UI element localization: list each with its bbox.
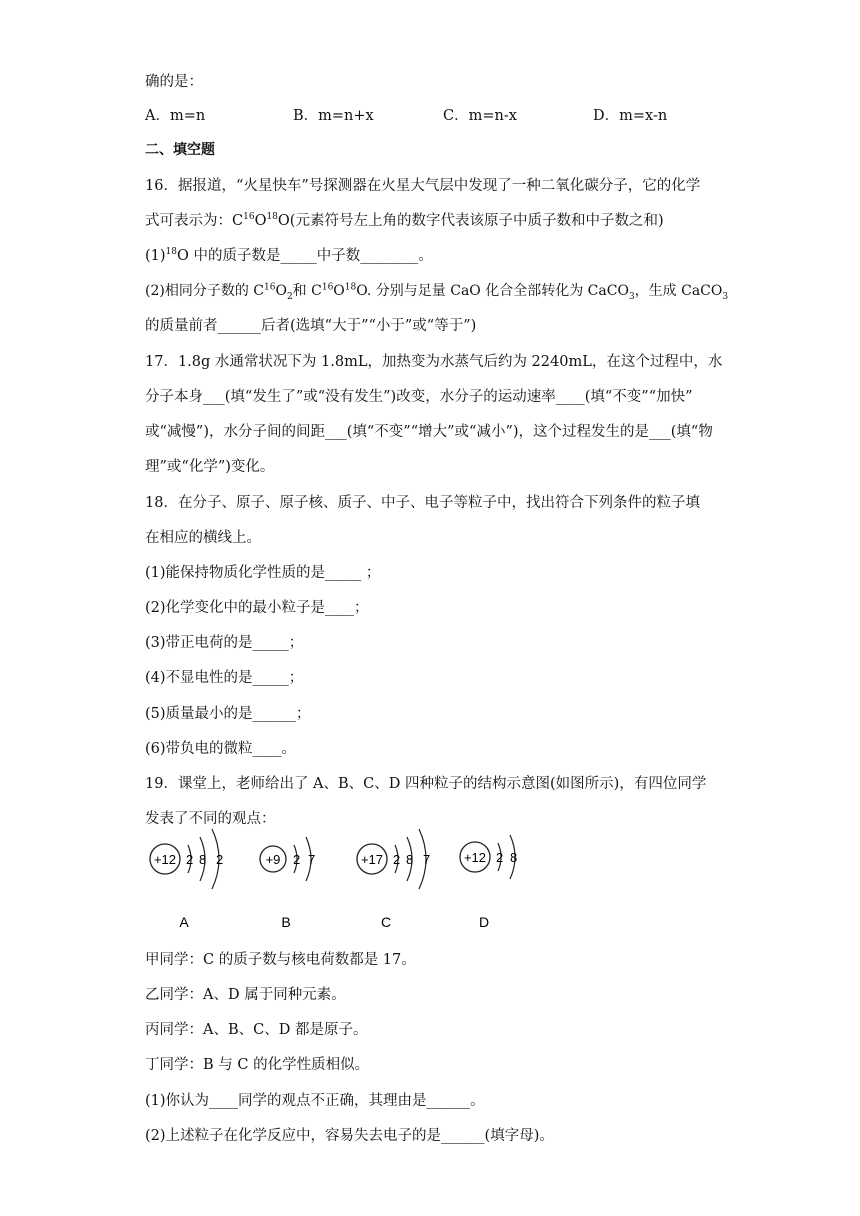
- atom-b: [260, 837, 315, 930]
- atom-b-label: B: [281, 914, 291, 930]
- atom-c: [357, 829, 430, 930]
- atom-c-nucleus: +17: [360, 852, 384, 867]
- q19-part-1: (1)你认为____同学的观点不正确，其理由是______。: [145, 1093, 485, 1109]
- atom-b-nucleus: +9: [265, 852, 281, 867]
- q15-option-a: A．m=n: [145, 108, 206, 124]
- q16-part-1: $(1)^{18}O$ 中的质子数是_____中子数________。: [145, 247, 433, 264]
- atom-b-shell-1: 2: [293, 852, 301, 867]
- q19-view-1: 甲同学：C 的质子数与核电荷数都是 17。: [145, 952, 416, 968]
- q16-part-2: (2)相同分子数的 $C^{16}O_2$和 $C^{16}O^{18}O$. 分别与足量 CaO 化合全部转化为 CaCO$_3$，生成 CaCO$_3$: [145, 282, 729, 302]
- atom-a-shell-3: 2: [216, 852, 224, 867]
- atom-d-shell-1: 2: [496, 850, 504, 865]
- q18-item-6: (6)带负电的微粒____。: [145, 741, 297, 757]
- q15-option-c: C．m=n-x: [443, 108, 517, 124]
- atom-structure-diagram: [140, 815, 540, 935]
- q18-line-1: 18．在分子、原子、原子核、质子、中子、电子等粒子中，找出符合下列条件的粒子填: [145, 495, 700, 511]
- q15-tail: 确的是：: [145, 74, 203, 90]
- q17-line-1: 17．1.8g 水通常状况下为 1.8mL，加热变为水蒸气后约为 2240mL，在这个过程中，水: [145, 354, 723, 370]
- q18-item-5: (5)质量最小的是______；: [145, 706, 311, 722]
- q15-option-d: D．m=x-n: [593, 108, 668, 124]
- atom-d: [460, 835, 517, 930]
- q17-line-2: 分子本身___(填“发生了”或“没有发生”)改变，水分子的运动速率____(填“不变”“加快”: [145, 389, 693, 405]
- atom-a-label: A: [179, 914, 189, 930]
- q19-line-1: 19．课堂上，老师给出了 A、B、C、D 四种粒子的结构示意图(如图所示)，有四位同学: [145, 776, 707, 792]
- q16-line-5: 的质量前者______后者(选填“大于”“小于”或“等于”): [145, 318, 477, 334]
- atom-c-label: C: [380, 914, 392, 930]
- q19-view-2: 乙同学：A、D 属于同种元素。: [145, 987, 346, 1003]
- atom-c-shell-2: 8: [406, 852, 414, 867]
- atom-d-nucleus: +12: [463, 850, 487, 865]
- atom-d-shell-2: 8: [510, 850, 518, 865]
- q19-line-2: 发表了不同的观点：: [145, 811, 276, 827]
- q15-option-b: B．m=n+x: [293, 108, 374, 124]
- atom-c-shell-3: 7: [423, 852, 431, 867]
- q18-item-3: (3)带正电荷的是_____；: [145, 635, 304, 651]
- q18-item-4: (4)不显电性的是_____；: [145, 670, 304, 686]
- q17-line-3: 或“减慢”)，水分子间的间距___(填“不变”“增大”或“减小”)，这个过程发生的是___(填“物: [145, 424, 713, 440]
- atom-a-shell-2: 8: [199, 852, 207, 867]
- atom-a: [150, 829, 223, 930]
- atom-b-shell-2: 7: [308, 852, 316, 867]
- q19-view-4: 丁同学：B 与 C 的化学性质相似。: [145, 1057, 370, 1073]
- q16-line-2: 式可表示为：$C^{16}O^{18}O$(元素符号左上角的数字代表该原子中质子数和中子数之和): [145, 212, 664, 229]
- q17-line-4: 理”或“化学”)变化。: [145, 459, 275, 475]
- q18-item-1: (1)能保持物质化学性质的是_____ ；: [145, 565, 381, 581]
- atom-a-nucleus: +12: [153, 852, 177, 867]
- q16-line-1: 16．据报道，“火星快车”号探测器在火星大气层中发现了一种二氧化碳分子，它的化学: [145, 178, 701, 194]
- q18-line-2: 在相应的横线上。: [145, 530, 261, 546]
- q19-part-2: (2)上述粒子在化学反应中，容易失去电子的是______(填字母)。: [145, 1128, 554, 1144]
- section-title: 二、填空题: [145, 142, 215, 158]
- atom-a-shell-1: 2: [186, 852, 194, 867]
- q18-item-2: (2)化学变化中的最小粒子是____；: [145, 600, 369, 616]
- atom-d-label: D: [478, 914, 490, 930]
- atom-c-shell-1: 2: [393, 852, 401, 867]
- q19-view-3: 丙同学：A、B、C、D 都是原子。: [145, 1022, 368, 1038]
